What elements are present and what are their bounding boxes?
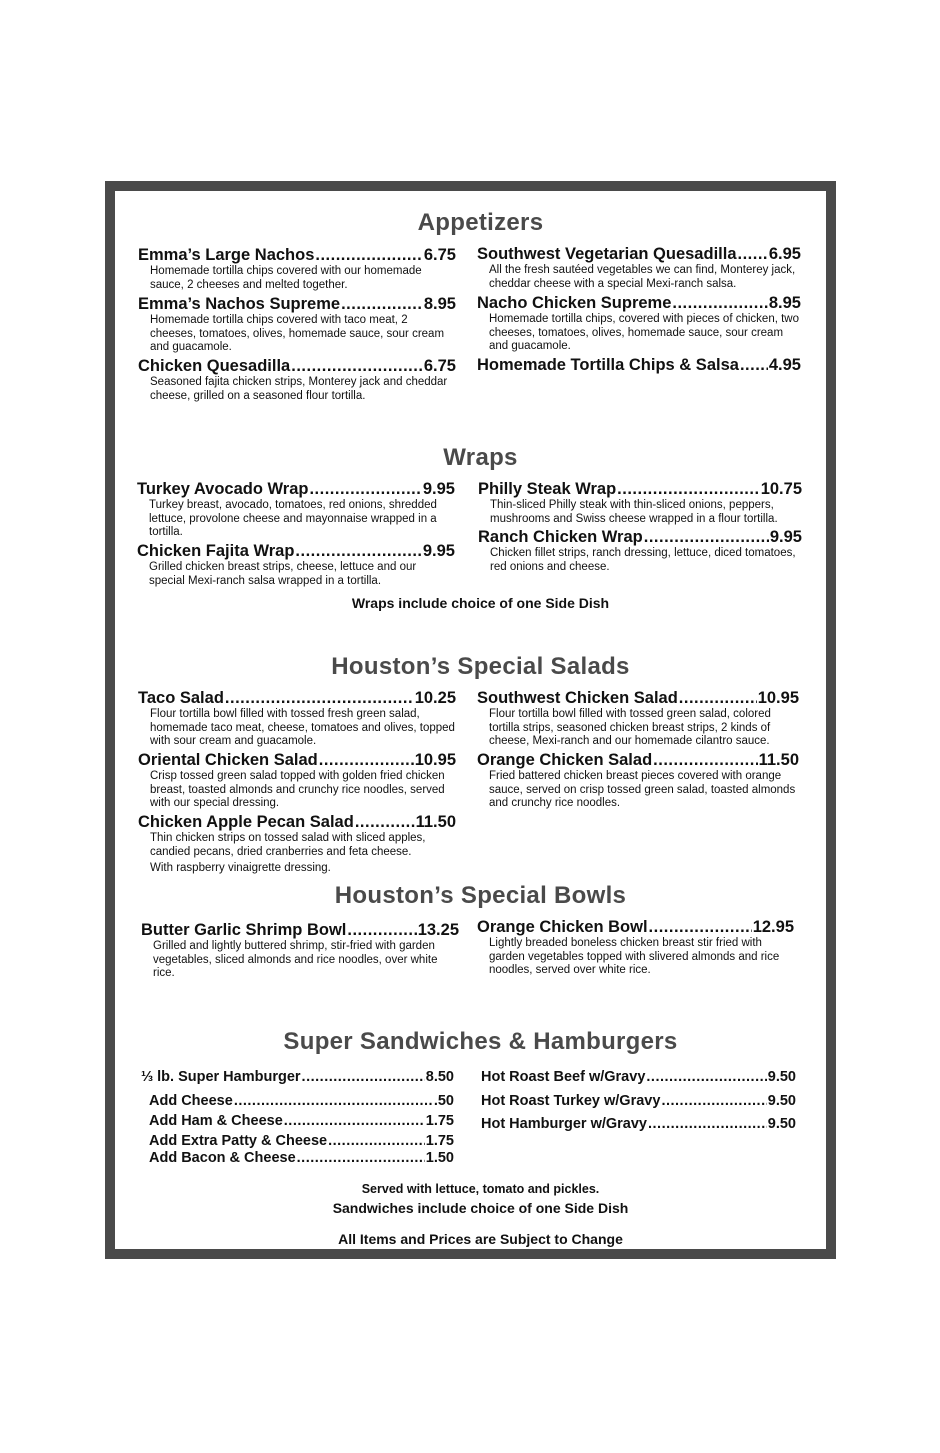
menu-item: Add Cheese ..... .50 — [149, 1092, 454, 1111]
menu-item: Turkey Avocado Wrap ..... 9.95 Turkey breast, avocado, tomatoes, red onions, shredded lettuce, provolone cheese and mayonnaise wrapped in a tortilla. — [137, 480, 455, 540]
menu-item: Emma’s Nachos Supreme ..... 8.95 Homemade tortilla chips covered with taco meat, 2 cheeses, tomatoes, olives, homemade sauce, sour cream and guacamole. — [138, 295, 456, 355]
menu-item: Taco Salad ..... 10.25 Flour tortilla bowl filled with tossed fresh green salad, homemade taco meat, cheese, tomatoes and olives, topped with sour cream and guacamole. — [138, 689, 456, 749]
menu-item: Chicken Quesadilla ..... 6.75 Seasoned fajita chicken strips, Monterey jack and cheddar cheese, grilled on a seasoned flour tortilla. — [138, 357, 456, 403]
appetizers-heading: Appetizers — [417, 209, 544, 236]
menu-item: Add Extra Patty & Cheese ..... 1.75 — [149, 1132, 454, 1151]
sandwiches-heading: Super Sandwiches & Hamburgers — [283, 1028, 678, 1055]
menu-item: ⅓ lb. Super Hamburger ..... 8.50 — [141, 1068, 454, 1087]
menu-item: Emma’s Large Nachos ..... 6.75 Homemade tortilla chips covered with our homemade sauce, 2 cheeses and melted together. — [138, 246, 456, 292]
menu-item: Chicken Fajita Wrap ..... 9.95 Grilled chicken breast strips, cheese, lettuce and our special Mexi-ranch salsa wrapped in a tortilla. — [137, 542, 455, 588]
menu-item: Ranch Chicken Wrap ..... 9.95 Chicken fillet strips, ranch dressing, lettuce, diced tomatoes, red onions and cheese. — [478, 528, 802, 574]
menu-item: Chicken Apple Pecan Salad ..... 11.50 Thin chicken strips on tossed salad with sliced apples, candied pecans, dried cranberries and feta cheese. With raspberry vinaigrette dressing. — [138, 813, 456, 876]
menu-item: Add Bacon & Cheese ..... 1.50 — [149, 1149, 454, 1168]
sandwiches-note-side: Sandwiches include choice of one Side Dish — [332, 1200, 629, 1216]
salads-heading: Houston’s Special Salads — [331, 653, 630, 680]
wraps-note: Wraps include choice of one Side Dish — [351, 595, 610, 611]
menu-frame — [105, 181, 836, 1259]
menu-item: Southwest Chicken Salad ..... 10.95 Flour tortilla bowl filled with tossed green salad, colored tortilla strips, seasoned chicken breast strips, 2 kinds of cheese, Mexi-ranch and our homemade cilantro sauce. — [477, 689, 799, 749]
menu-item: Nacho Chicken Supreme ..... 8.95 Homemade tortilla chips, covered with pieces of chicken, two cheeses, tomatoes, olives, homemade sauce, sour cream and guacamole. — [477, 294, 801, 354]
wraps-heading: Wraps — [443, 444, 518, 471]
menu-item: Homemade Tortilla Chips & Salsa ..... 4.95 — [477, 356, 801, 375]
menu-item: Add Ham & Cheese ..... 1.75 — [149, 1112, 454, 1131]
bowls-heading: Houston’s Special Bowls — [334, 882, 627, 909]
menu-item: Philly Steak Wrap ..... 10.75 Thin-sliced Philly steak with thin-sliced onions, peppers, mushrooms and Swiss cheese wrapped in a flour tortilla. — [478, 480, 802, 526]
menu-item: Hot Hamburger w/Gravy ..... 9.50 — [481, 1115, 796, 1134]
menu-item: Hot Roast Beef w/Gravy ..... 9.50 — [481, 1068, 796, 1087]
menu-item: Butter Garlic Shrimp Bowl ..... 13.25 Grilled and lightly buttered shrimp, stir-fried with garden vegetables, sliced almonds and rice noodles, over white rice. — [141, 921, 459, 981]
price-disclaimer: All Items and Prices are Subject to Change — [338, 1231, 623, 1247]
menu-item: Hot Roast Turkey w/Gravy ..... 9.50 — [481, 1092, 796, 1111]
menu-item: Southwest Vegetarian Quesadilla ..... 6.95 All the fresh sautéed vegetables we can find, Monterey jack, cheddar cheese with a special Mexi-ranch salsa. — [477, 245, 801, 291]
menu-item: Orange Chicken Salad ..... 11.50 Fried battered chicken breast pieces covered with orange sauce, served on crisp tossed green salad, toasted almonds and crunchy rice noodles. — [477, 751, 799, 811]
menu-item: Orange Chicken Bowl ..... 12.95 Lightly breaded boneless chicken breast stir fried with garden vegetables topped with slivered almonds and rice noodles, served over white rice. — [477, 918, 794, 978]
sandwiches-note-toppings: Served with lettuce, tomato and pickles. — [361, 1182, 600, 1196]
menu-item: Oriental Chicken Salad ..... 10.95 Crisp tossed green salad topped with golden fried chicken breast, toasted almonds and crunchy rice noodles, served with our special dressing. — [138, 751, 456, 811]
